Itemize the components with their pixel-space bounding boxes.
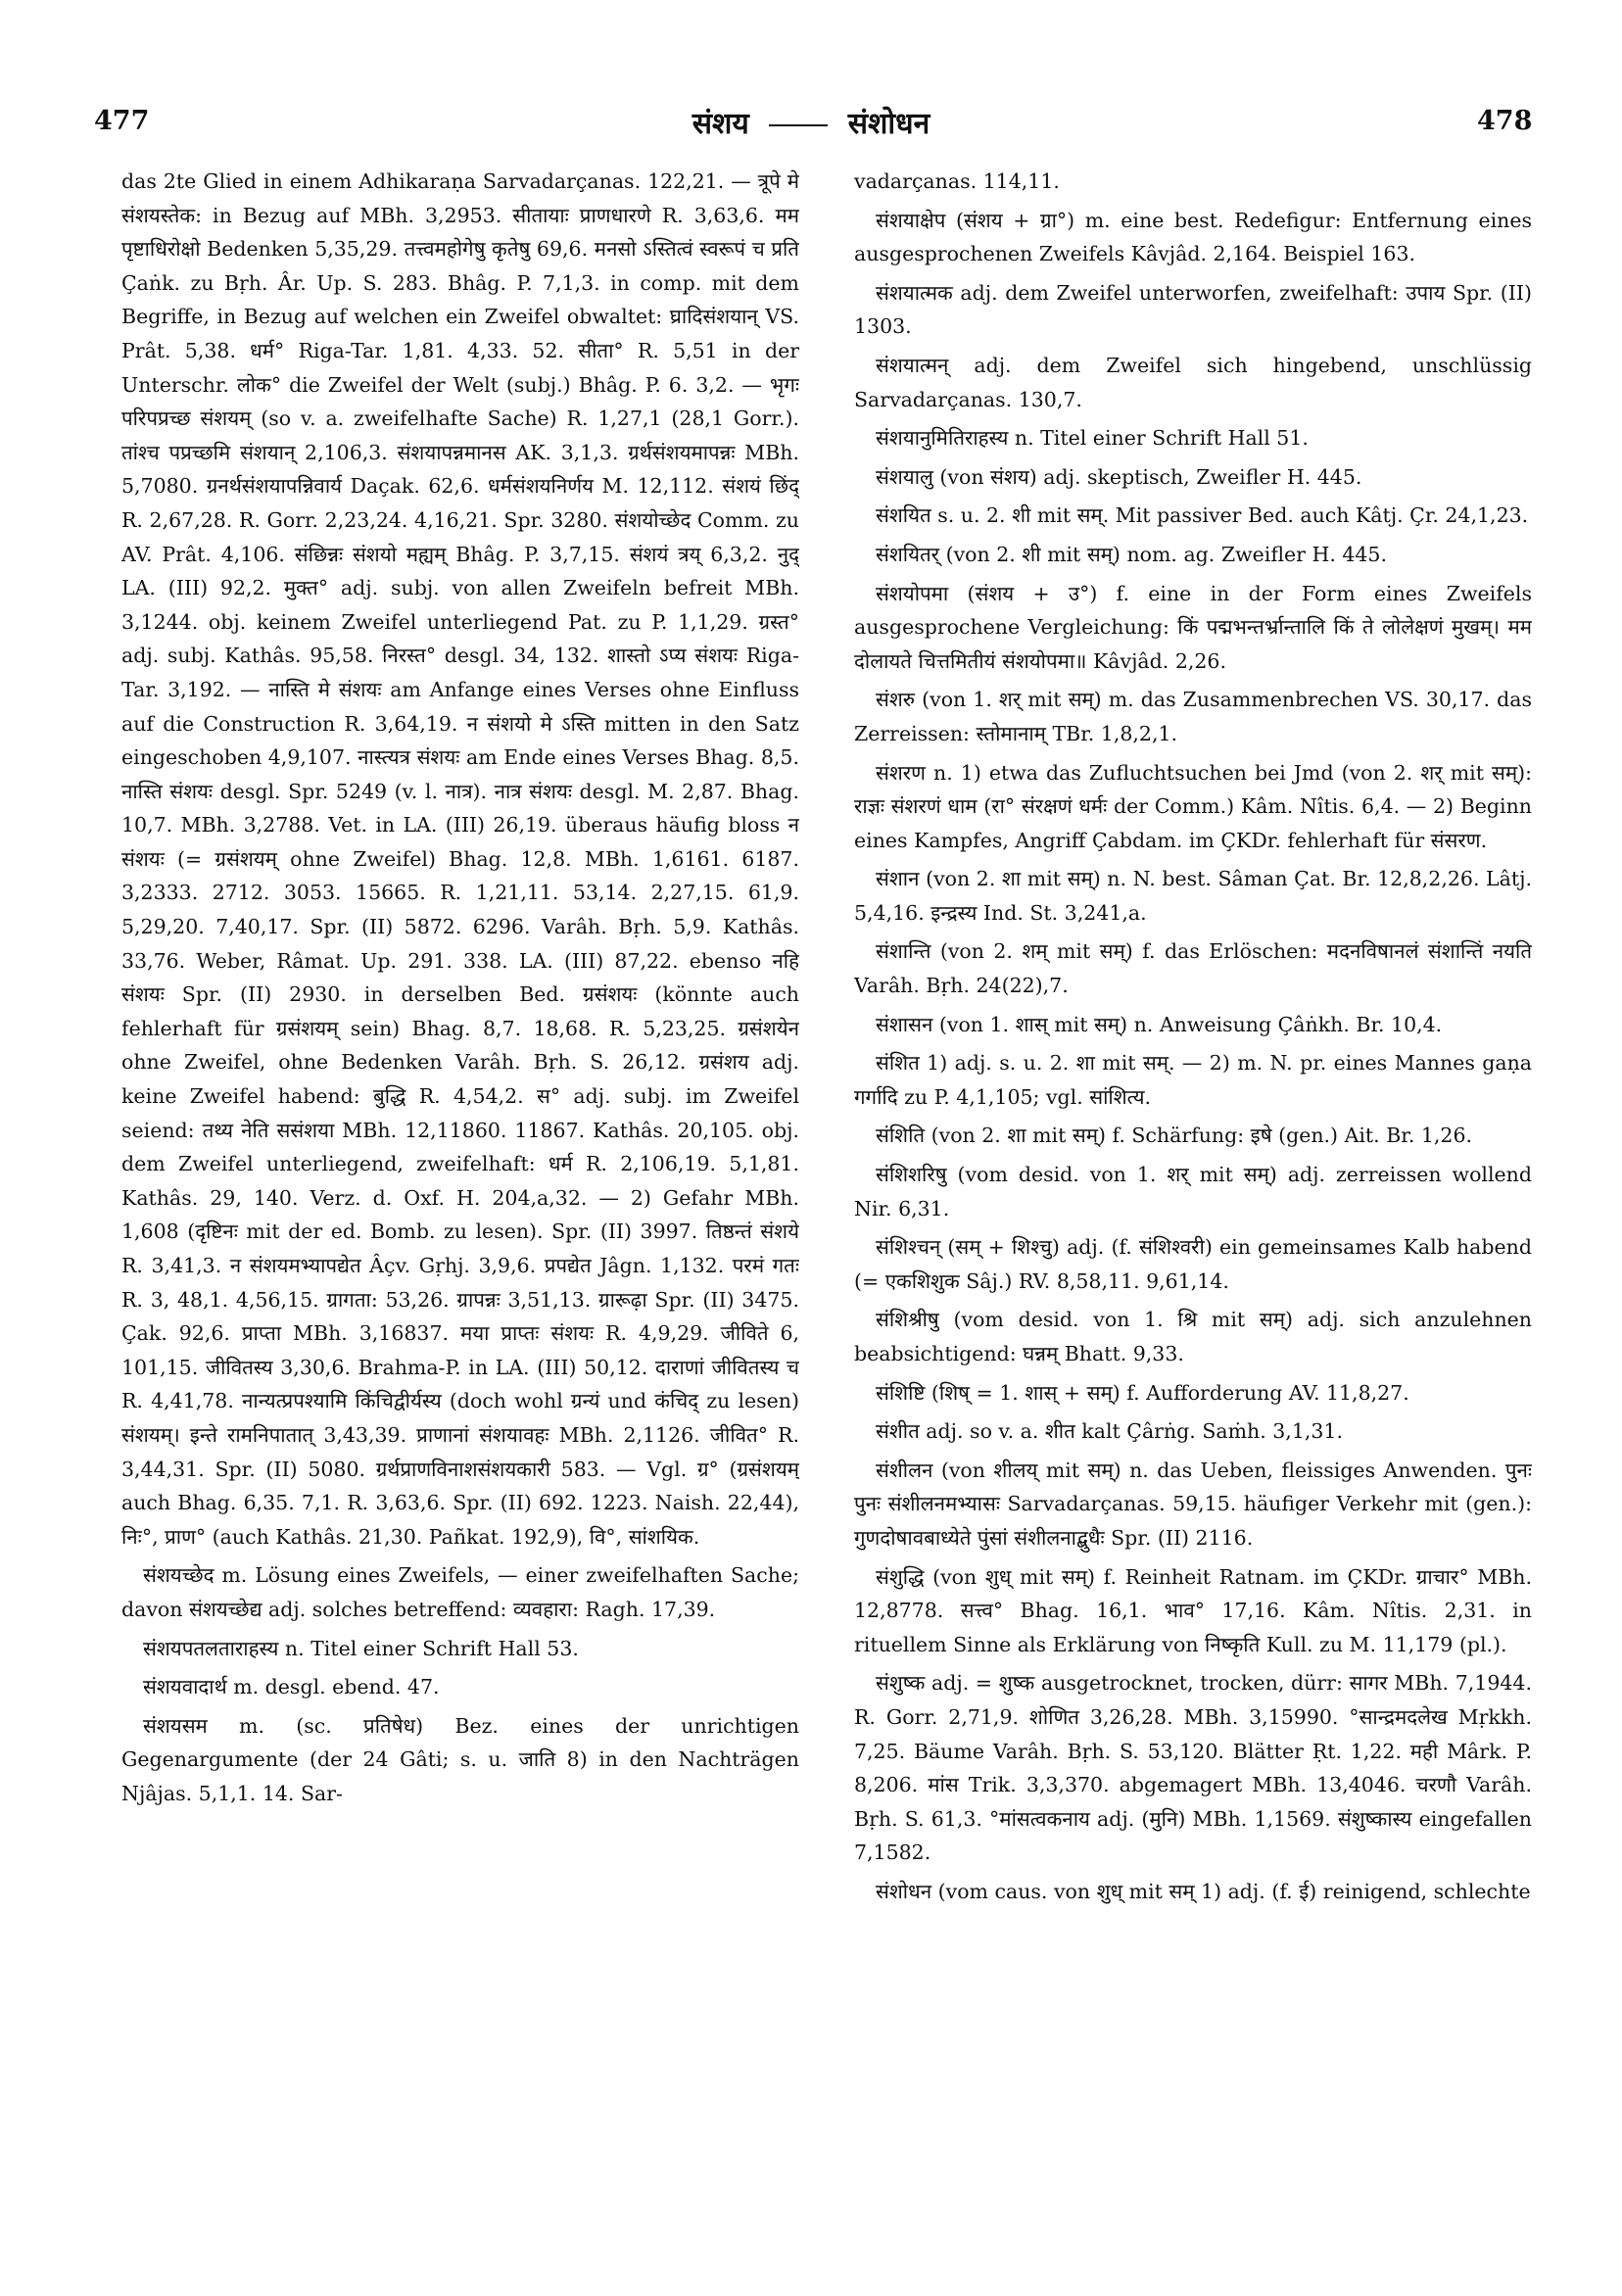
dictionary-entry: संशयालु (von संशय) adj. skeptisch, Zweifler H. 445. (876, 464, 1362, 489)
right-column (854, 165, 1532, 2251)
dictionary-entry: संशित 1) adj. s. u. 2. शा mit सम्. — 2) m. N. pr. eines Mannes gaṇa गर्गादि zu P. 4,1,105; vgl. सांशित्य. (854, 1051, 1532, 1109)
dictionary-entry: संशोधन (vom caus. von शुध् mit सम् 1) adj. (f. ई) reinigend, schlechte (876, 1879, 1531, 1903)
dictionary-entry: संशुद्धि (von शुध् mit सम्) f. Reinheit Ratnam. im ÇKDr. ग्राचार° MBh. 12,8778. सत्त्व° Bhag. 16,1. भाव° 17,16. Kâm. Nîtis. 2,31. in rituellem Sinne als Erklärung von निष्कृति Kull. zu M. 11,179 (pl.). (854, 1564, 1532, 1656)
dictionary-entry: संशयपतलताराहस्य n. Titel einer Schrift Hall 53. (143, 1636, 579, 1660)
running-head-right: संशोधन (847, 107, 930, 141)
dictionary-entry: संशिश्रीषु (vom desid. von 1. श्रि mit सम्) adj. sich anzulehnen beabsichtigend: घन्नम् Bhatt. 9,33. (854, 1308, 1532, 1365)
dictionary-entry: संशान (von 2. शा mit सम्) n. N. best. Sâman Çat. Br. 12,8,2,26. Lâtj. 5,4,16. इन्द्रस्य Ind. St. 3,241,a. (854, 867, 1532, 925)
dictionary-entry: संशयात्मक adj. dem Zweifel unterworfen, zweifelhaft: उपाय Spr. (II) 1303. (854, 280, 1532, 339)
dictionary-entry: संशासन (von 1. शास् mit सम्) n. Anweisung Çâṅkh. Br. 10,4. (876, 1012, 1443, 1036)
left-column (121, 165, 799, 2251)
dictionary-entry: संशरु (von 1. शर् mit सम्) m. das Zusammenbrechen VS. 30,17. das Zerreissen: स्तोमानाम् TBr. 1,8,2,1. (854, 688, 1532, 745)
dictionary-entry: संशिष्टि (शिष् = 1. शास् + सम्) f. Aufforderung AV. 11,8,27. (876, 1380, 1409, 1405)
dictionary-entry: संशयवादार्थ m. desgl. ebend. 47. (143, 1675, 440, 1699)
running-head (0, 102, 1622, 142)
dictionary-entry: संशयोपमा (संशय + उ°) f. eine in der Form eines Zweifels ausgesprochene Vergleichung: किं पद्मभन्तर्भ्रान्तालि किं ते लोलेक्षणं मुखम्। मम दोलायते चित्तमितीयं संशयोपमा॥ Kâvjâd. 2,26. (854, 581, 1532, 673)
running-head-left: संशय (692, 107, 749, 141)
page-number-right: 478 (1477, 106, 1533, 136)
dictionary-entry: संशुष्क adj. = शुष्क ausgetrocknet, trocken, dürr: सागर MBh. 7,1944. R. Gorr. 2,71,9. शोणित 3,26,28. MBh. 3,15990. °सान्द्रमदलेख Mṛkkh. 7,25. Bäume Varâh. Bṛh. S. 53,120. Blätter Ṛt. 1,22. मही Mârk. P. 8,206. मांस Trik. 3,3,370. abgemagert MBh. 13,4046. चरणौ Varâh. Bṛh. S. 61,3. °मांसत्वकनाय adj. (मुनि) MBh. 1,1569. संशुष्कास्य eingefallen 7,1582. (854, 1671, 1532, 1865)
dictionary-entry: संशिश्चन् (सम् + शिश्चु) adj. (f. संशिश्वरी) ein gemeinsames Kalb habend (= एकशिशुक Sâj.) RV. 8,58,11. 9,61,14. (854, 1235, 1532, 1293)
dictionary-entry: संशीलन (von शीलय् mit सम्) n. das Ueben, fleissiges Anwenden. पुनः पुनः संशीलनमभ्यासः Sarvadarçanas. 59,15. häufiger Verkehr mit (gen.): गुणदोषावबाध्येते पुंसां संशीलनाद्बुधैः Spr. (II) 2116. (854, 1458, 1532, 1550)
dictionary-entry: vadarçanas. 114,11. (854, 169, 1060, 193)
dictionary-entry: संशयानुमितिराहस्य n. Titel einer Schrift Hall 51. (876, 426, 1309, 451)
dictionary-entry: संशीत adj. so v. a. शीत kalt Çârṅg. Saṁh. 3,1,31. (876, 1419, 1343, 1444)
dictionary-entry: संशिशरिषु (vom desid. von 1. शर् mit सम्) adj. zerreissen wollend Nir. 6,31. (854, 1163, 1532, 1220)
dictionary-entry: संशयसम m. (sc. प्रतिषेध) Bez. eines der unrichtigen Gegenargumente (der 24 Gâti; s. u. जाति 8) in den Nachträgen Njâjas. 5,1,1. 14. Sar- (121, 1713, 799, 1805)
dictionary-entry: संशयच्छेद m. Lösung eines Zweifels, — einer zweifelhaften Sache; davon संशयच्छेद्य adj. solches betreffend: व्यवहारा: Ragh. 17,39. (121, 1563, 799, 1621)
dictionary-entry: संशरण n. 1) etwa das Zufluchtsuchen bei Jmd (von 2. शर् mit सम्): राज्ञः संशरणं धाम (रा° संरक्षणं धर्मः der Comm.) Kâm. Nîtis. 6,4. — 2) Beginn eines Kampfes, Angriff Çabdam. im ÇKDr. fehlerhaft für संसरण. (854, 760, 1532, 852)
page-header (0, 0, 1622, 147)
dictionary-entry: das 2te Glied in einem Adhikaraṇa Sarvadarçanas. 122,21. — त्रूपे मे संशयस्तेक: in Bezug auf MBh. 3,2953. सीतायाः प्राणधारणे R. 3,63,6. मम पृष्टाधिरोक्षो Bedenken 5,35,29. तत्त्वमहोगेषु कृतेषु 69,6. मनसो ऽस्तित्वं स्वरूपं च प्रति Çaṅk. zu Bṛh. Âr. Up. S. 283. Bhâg. P. 7,1,3. in comp. mit dem Begriffe, in Bezug auf welchen ein Zweifel obwaltet: घ्रादिसंशयान् VS. Prât. 5,38. धर्म° Riga-Tar. 1,81. 4,33. 52. सीता° R. 5,51 in der Unterschr. लोक° die Zweifel der Welt (subj.) Bhâg. P. 6. 3,2. — भृगः परिपप्रच्छ संशयम् (so v. a. zweifelhafte Sache) R. 1,27,1 (28,1 Gorr.). तांश्च पप्रच्छमि संशयान् 2,106,3. संशयापन्नमानस AK. 3,1,3. ग्रर्थसंशयमापन्नः MBh. 5,7080. ग्रनर्थसंशयापन्निवार्य Daçak. 62,6. धर्मसंशयनिर्णय M. 12,112. संशयं छिंद् R. 2,67,28. R. Gorr. 2,23,24. 4,16,21. Spr. 3280. संशयोच्छेद Comm. zu AV. Prât. 4,106. संछिन्नः संशयो मह्यम् Bhâg. P. 3,7,15. संशयं त्रय् 6,3,2. नुद् LA. (III) 92,2. मुक्त° adj. subj. von allen Zweifeln befreit MBh. 3,1244. obj. keinem Zweifel unterliegend Pat. zu P. 1,1,29. ग्रस्त° adj. subj. Kathâs. 95,58. निरस्त° desgl. 34, 132. शास्तो ऽप्य संशयः Riga-Tar. 3,192. — नास्ति मे संशयः am Anfange eines Verses ohne Einfluss auf die Construction R. 3,64,19. न संशयो मे ऽस्ति mitten in den Satz eingeschoben 4,9,107. नास्त्यत्र संशयः am Ende eines Verses Bhag. 8,5. नास्ति संशयः desgl. Spr. 5249 (v. l. नात्र). नात्र संशयः desgl. M. 2,87. Bhag. 10,7. MBh. 3,2788. Vet. in LA. (III) 26,19. überaus häufig bloss न संशयः (= ग्रसंशयम् ohne Zweifel) Bhag. 12,8. MBh. 1,6161. 6187. 3,2333. 2712. 3053. 15665. R. 1,21,11. 53,14. 2,27,15. 61,9. 5,29,20. 7,40,17. Spr. (II) 5872. 6296. Varâh. Bṛh. 5,9. Kathâs. 33,76. Weber, Râmat. Up. 291. 338. LA. (III) 87,22. ebenso नहि संशयः Spr. (II) 2930. in derselben Bed. ग्रसंशयः (könnte auch fehlerhaft für ग्रसंशयम् sein) Bhag. 8,7. 18,68. R. 5,23,25. ग्रसंशयेन ohne Zweifel, ohne Bedenken Varâh. Bṛh. S. 26,12. ग्रसंशय adj. keine Zweifel habend: बुद्धि R. 4,54,2. स° adj. subj. im Zweifel seiend: तथ्य नेति ससंशया MBh. 12,11860. 11867. Kathâs. 20,105. obj. dem Zweifel unterliegend, zweifelhaft: धर्म R. 2,106,19. 5,1,81. Kathâs. 29, 140. Verz. d. Oxf. H. 204,a,32. — 2) Gefahr MBh. 1,608 (दृष्टिनः mit der ed. Bomb. zu lesen). Spr. (II) 3997. तिष्ठन्तं संशये R. 3,41,3. न संशयमभ्यापद्येत Âçv. Gṛhj. 3,9,6. प्रपद्येत Jâgn. 1,132. परमं गतः R. 3, 48,1. 4,56,15. ग्रागता: 53,26. ग्रापन्नः 3,51,13. ग्रारूढ़ा Spr. (II) 3475. Çak. 92,6. प्राप्ता MBh. 3,16837. मया प्राप्तः संशयः R. 4,9,29. जीविते 6, 101,15. जीवितस्य 3,30,6. Brahma-P. in LA. (III) 50,12. दाराणां जीवितस्य च R. 4,41,78. नान्यत्प्रपश्यामि किंचिद्वीर्यस्य (doch wohl ग्रन्यं und कंचिद् zu lesen) संशयम्। इन्ते रामनिपातात् 3,43,39. प्राणानां संशयावहः MBh. 2,1126. जीवित° R. 3,44,31. Spr. (II) 5080. ग्रर्थप्राणविनाशसंशयकारी 583. — Vgl. ग्र° (ग्रसंशयम् auch Bhag. 6,35. 7,1. R. 3,63,6. Spr. (II) 692. 1223. Naish. 22,44), निः°, प्राण° (auch Kathâs. 21,30. Pañkat. 192,9), वि°, सांशयिक. (121, 169, 799, 1549)
page-number-left: 477 (94, 106, 150, 136)
dictionary-entry: संशयात्मन् adj. dem Zweifel sich hingebend, unschlüssig Sarvadarçanas. 130,7. (854, 353, 1532, 411)
running-head-separator (769, 124, 828, 126)
dictionary-entry: संशान्ति (von 2. शम् mit सम्) f. das Erlöschen: मदनविषानलं संशान्तिं नयति Varâh. Bṛh. 24(22),7. (854, 939, 1532, 998)
dictionary-entry: संशयितर् (von 2. शी mit सम्) nom. ag. Zweifler H. 445. (876, 542, 1387, 566)
dictionary-entry: संशिति (von 2. शा mit सम्) f. Schärfung: इषे (gen.) Ait. Br. 1,26. (876, 1124, 1473, 1148)
dictionary-entry: संशयित s. u. 2. शी mit सम्. Mit passiver Bed. auch Kâtj. Çr. 24,1,23. (876, 503, 1529, 528)
dictionary-entry: संशयाक्षेप (संशय + ग्रा°) m. eine best. Redefigur: Entfernung eines ausgesprochenen Zweifels Kâvjâd. 2,164. Beispiel 163. (854, 208, 1532, 266)
